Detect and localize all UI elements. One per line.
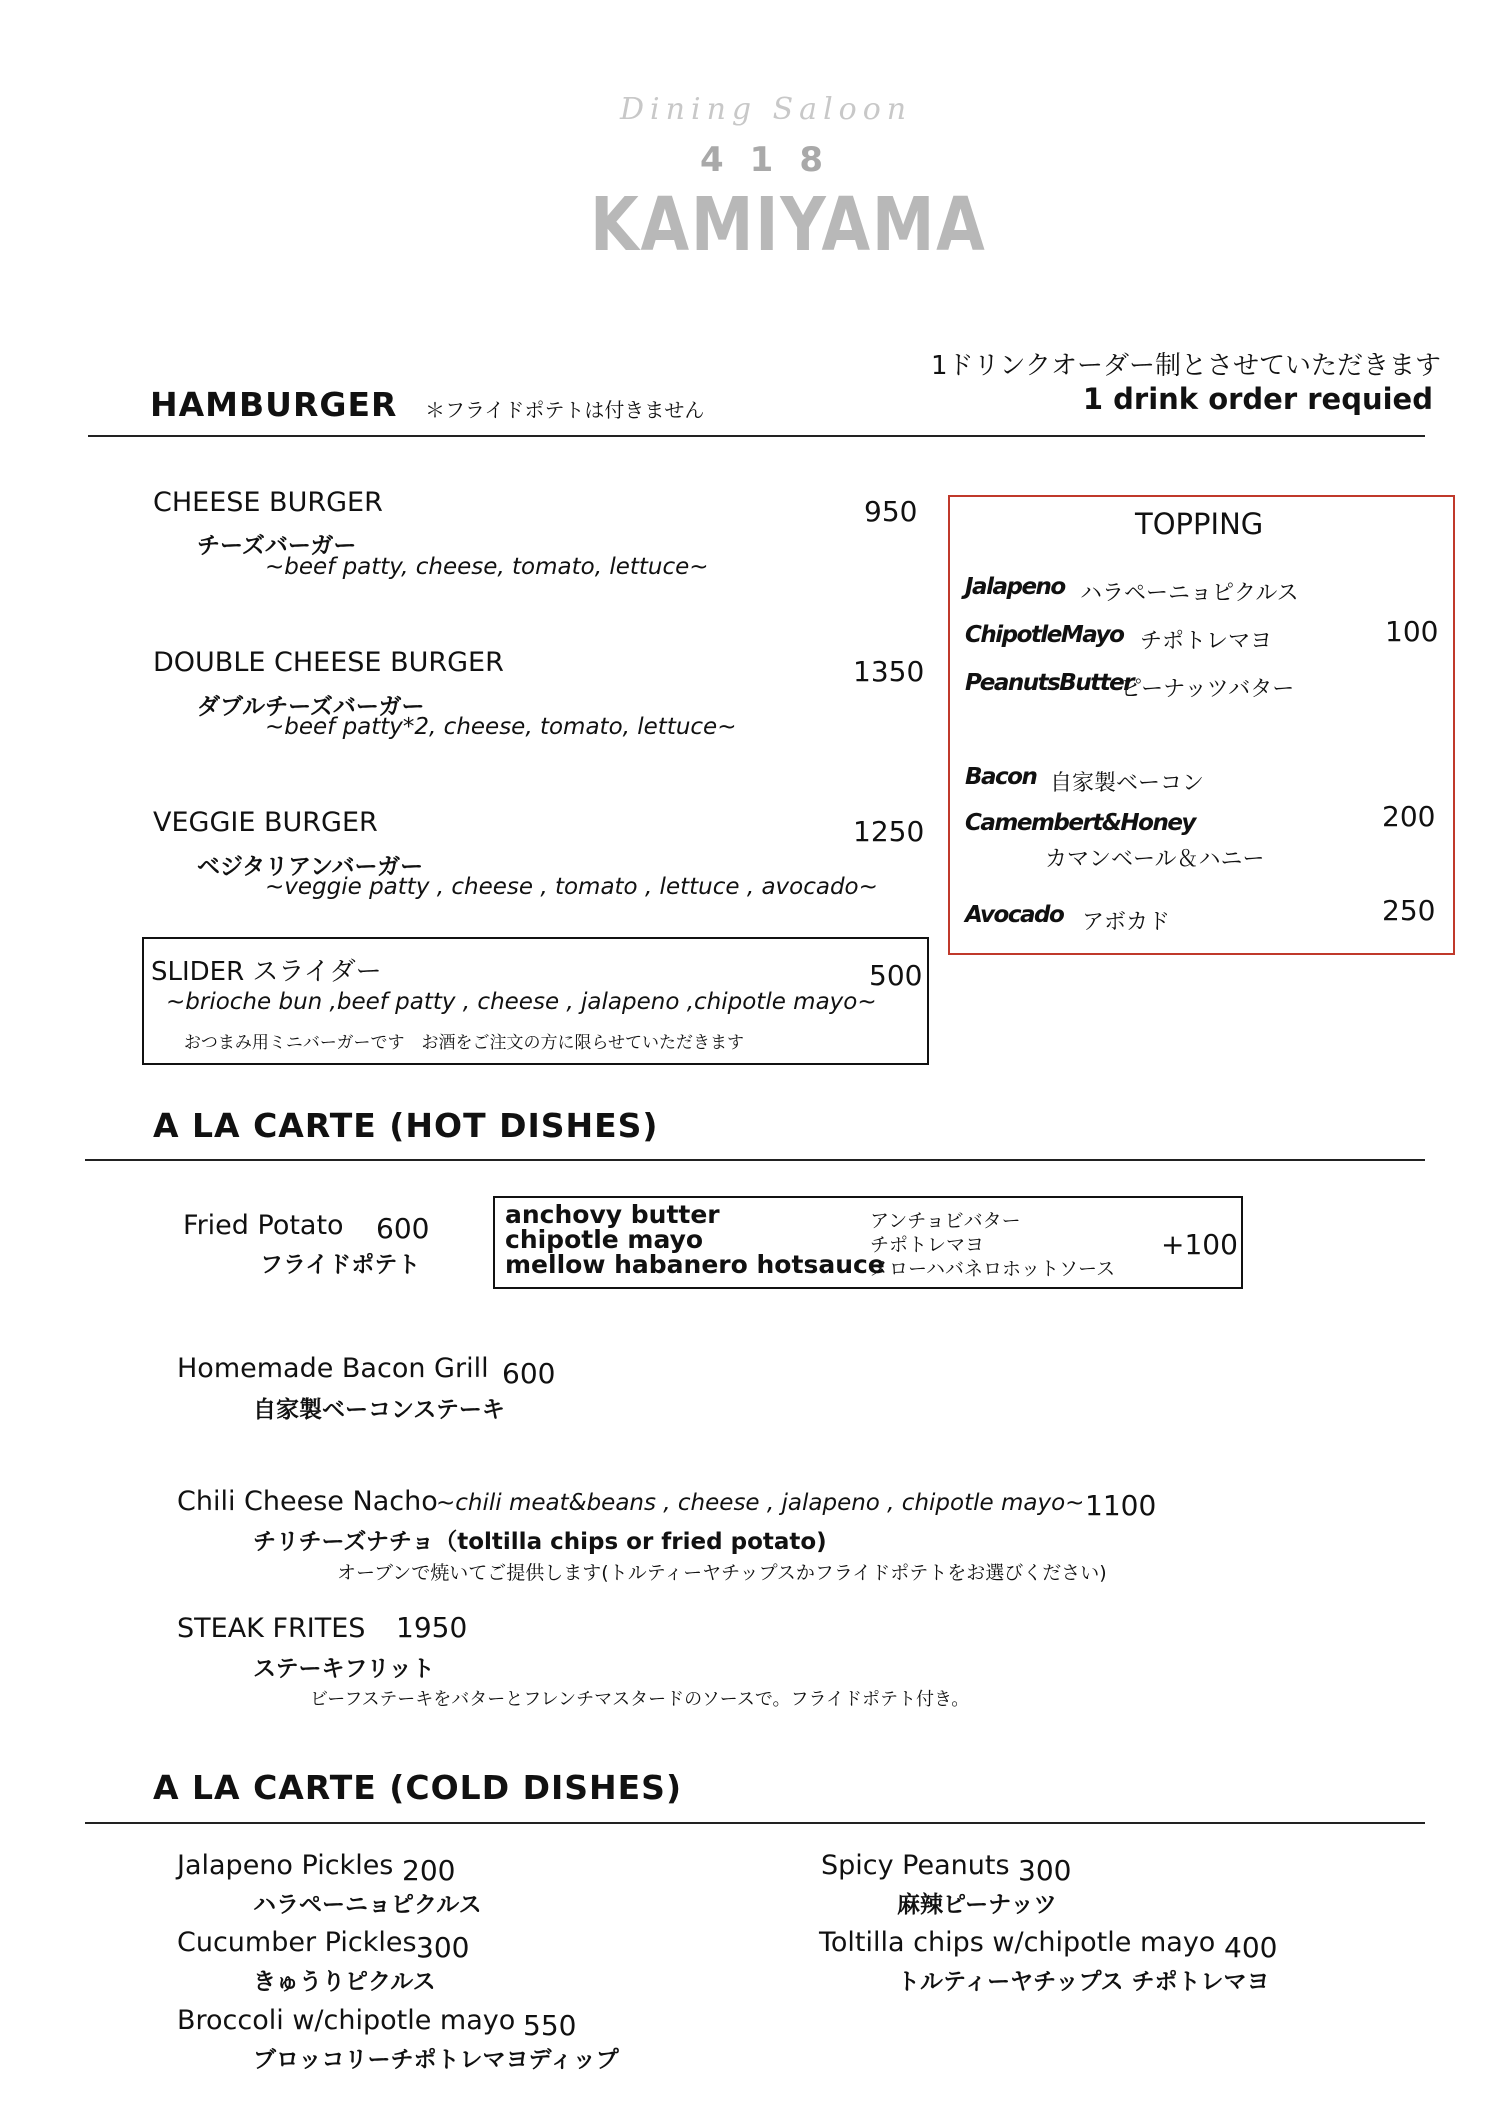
- slider-price: 500: [869, 959, 923, 992]
- topping-name: Bacon: [965, 764, 1037, 790]
- hot-dishes-title: A LA CARTE (HOT DISHES): [153, 1106, 659, 1145]
- divider: [85, 1159, 1425, 1161]
- steak-price: 1950: [396, 1611, 468, 1644]
- steak-jp: ステーキフリット: [253, 1656, 435, 1682]
- topping-name: Jalapeno: [965, 574, 1065, 600]
- hamburger-title: HAMBURGER: [150, 385, 398, 424]
- cold-item-price: 300: [1018, 1854, 1072, 1887]
- cold-item-jp: ブロッコリーチポトレマヨディップ: [253, 2047, 619, 2073]
- cold-item-jp: ハラペーニョピクルス: [253, 1892, 482, 1918]
- bacon-name: Homemade Bacon Grill: [177, 1353, 489, 1384]
- topping-name: Camembert&Honey: [965, 810, 1195, 836]
- slider-name: SLIDER スライダー: [151, 957, 382, 987]
- burger-name: VEGGIE BURGER: [153, 807, 378, 838]
- sauce-name: anchovy butter: [505, 1200, 720, 1229]
- nacho-name: Chili Cheese Nacho: [177, 1486, 438, 1517]
- cold-item-price: 300: [416, 1931, 470, 1964]
- cold-item-name: Spicy Peanuts: [821, 1850, 1010, 1881]
- burger-desc: ~beef patty*2, cheese, tomato, lettuce~: [265, 714, 737, 740]
- burger-desc: ~veggie patty , cheese , tomato , lettuce , avocado~: [265, 874, 878, 900]
- drink-notice-en: 1 drink order requied: [1082, 382, 1433, 416]
- sauce-jp: チポトレマヨ: [870, 1234, 985, 1256]
- slider-box: [142, 937, 929, 1065]
- bacon-jp: 自家製ベーコンステーキ: [253, 1397, 505, 1423]
- topping-name: ChipotleMayo: [965, 622, 1124, 648]
- topping-jp: アボカド: [1082, 910, 1171, 935]
- burger-price: 1350: [853, 655, 925, 688]
- logo-script: Dining Saloon: [620, 92, 913, 127]
- nacho-desc: ~chili meat&beans , cheese , jalapeno , chipotle mayo~: [436, 1490, 1085, 1516]
- burger-desc: ~beef patty, cheese, tomato, lettuce~: [265, 554, 709, 580]
- logo-number: 418: [700, 140, 849, 180]
- fried-potato-jp: フライドポテト: [260, 1252, 421, 1278]
- sauce-box: [493, 1196, 1243, 1289]
- cold-item-price: 200: [402, 1854, 456, 1887]
- topping-jp: 自家製ベーコン: [1050, 771, 1205, 796]
- sauce-jp: アンチョビバター: [870, 1210, 1021, 1232]
- cold-item-jp: 麻辣ピーナッツ: [897, 1892, 1057, 1918]
- burger-name-jp: ダブルチーズバーガー: [197, 694, 425, 720]
- cold-item-name: Toltilla chips w/chipotle mayo: [819, 1927, 1216, 1958]
- fried-potato-name: Fried Potato: [183, 1210, 344, 1241]
- steak-note: ビーフステーキをバターとフレンチマスタードのソースで。フライドポテト付き。: [310, 1689, 970, 1710]
- burger-name-jp: チーズバーガー: [197, 533, 357, 559]
- burger-price: 1250: [853, 815, 925, 848]
- topping-jp: チポトレマヨ: [1140, 629, 1273, 654]
- burger-name: CHEESE BURGER: [153, 487, 383, 518]
- topping-jp: ピーナッツバター: [1120, 677, 1295, 702]
- logo-name: KAMIYAMA: [590, 182, 987, 268]
- burger-price: 950: [864, 495, 918, 528]
- steak-name: STEAK FRITES: [177, 1613, 366, 1644]
- hamburger-note: ＊フライドポテトは付きません: [425, 398, 705, 422]
- nacho-jp: チリチーズナチョ（toltilla chips or fried potato): [253, 1529, 827, 1555]
- sauce-name: chipotle mayo: [505, 1225, 704, 1254]
- topping-price: 200: [1382, 800, 1436, 833]
- topping-price: 100: [1385, 615, 1439, 648]
- sauce-name: mellow habanero hotsauce: [505, 1250, 885, 1279]
- burger-name: DOUBLE CHEESE BURGER: [153, 647, 504, 678]
- cold-item-name: Cucumber Pickles: [177, 1927, 417, 1958]
- topping-jp: ハラペーニョピクルス: [1080, 581, 1299, 606]
- cold-item-name: Jalapeno Pickles: [177, 1850, 394, 1881]
- burger-name-jp: ベジタリアンバーガー: [197, 854, 424, 880]
- sauce-jp: メローハバネロホットソース: [870, 1258, 1116, 1280]
- fried-potato-price: 600: [376, 1212, 430, 1245]
- slider-desc: ~brioche bun ,beef patty , cheese , jalapeno ,chipotle mayo~: [166, 989, 877, 1015]
- bacon-price: 600: [502, 1357, 556, 1390]
- drink-notice-jp: 1ドリンクオーダー制とさせていただきます: [930, 351, 1441, 381]
- sauce-price: +100: [1161, 1228, 1238, 1261]
- topping-jp: カマンベール＆ハニー: [1045, 847, 1265, 872]
- cold-item-price: 550: [523, 2009, 577, 2042]
- slider-note: おつまみ用ミニバーガーです お酒をご注文の方に限らせていただきます: [184, 1033, 744, 1053]
- cold-item-jp: トルティーヤチップス チポトレマヨ: [897, 1969, 1270, 1995]
- divider: [85, 1822, 1425, 1824]
- topping-title: TOPPING: [1135, 507, 1264, 541]
- nacho-note: オーブンで焼いてご提供します(トルティーヤチップスかフライドポテトをお選びください): [337, 1562, 1107, 1584]
- cold-item-jp: きゅうりピクルス: [253, 1969, 436, 1995]
- topping-name: Avocado: [965, 902, 1064, 928]
- topping-price: 250: [1382, 894, 1436, 927]
- cold-item-price: 400: [1224, 1931, 1278, 1964]
- nacho-price: 1100: [1085, 1489, 1157, 1522]
- cold-item-name: Broccoli w/chipotle mayo: [177, 2005, 516, 2036]
- topping-name: PeanutsButter: [965, 670, 1134, 696]
- divider: [88, 435, 1425, 437]
- cold-dishes-title: A LA CARTE (COLD DISHES): [153, 1768, 683, 1807]
- topping-box: [948, 495, 1455, 955]
